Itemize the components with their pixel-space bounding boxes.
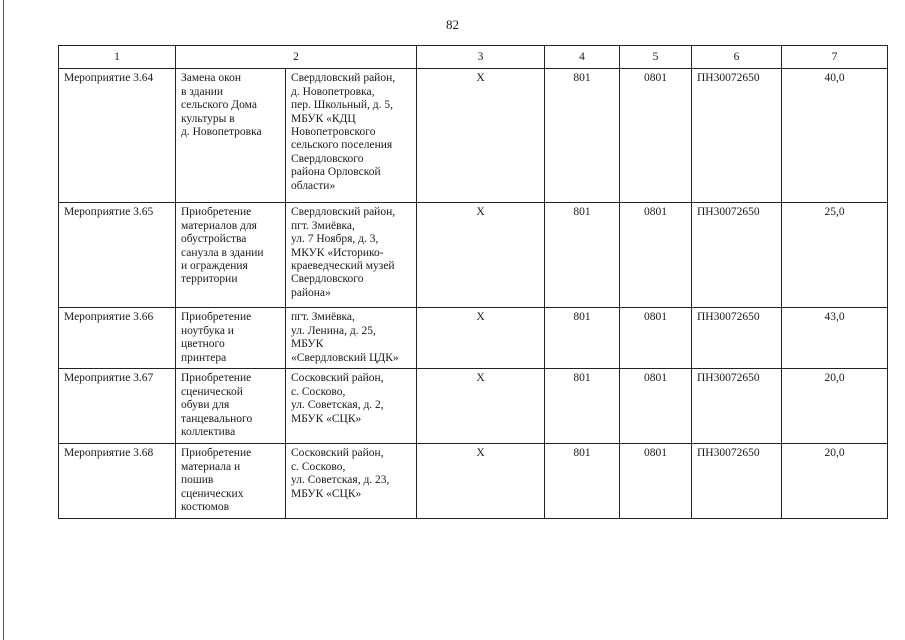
budget-table — [58, 45, 888, 519]
event-description: Приобретение ноутбука и цветного принтера — [176, 308, 286, 369]
cell-col-7: 20,0 — [782, 444, 888, 519]
header-col-6: 6 — [692, 46, 782, 69]
cell-col-4: 801 — [545, 69, 620, 203]
cell-col-7: 20,0 — [782, 369, 888, 444]
header-col-5: 5 — [620, 46, 692, 69]
cell-col-6: ПН30072650 — [692, 369, 782, 444]
cell-col-4: 801 — [545, 369, 620, 444]
event-description: Приобретение материала и пошив сценических костюмов — [176, 444, 286, 519]
header-col-4: 4 — [545, 46, 620, 69]
header-col-1: 1 — [59, 46, 176, 69]
event-name: Мероприятие 3.66 — [59, 308, 176, 369]
cell-col-5: 0801 — [620, 444, 692, 519]
table-row — [59, 308, 888, 369]
cell-col-4: 801 — [545, 203, 620, 308]
event-name: Мероприятие 3.65 — [59, 203, 176, 308]
header-col-7: 7 — [782, 46, 888, 69]
cell-col-3: Х — [417, 308, 545, 369]
cell-col-3: Х — [417, 444, 545, 519]
cell-col-7: 40,0 — [782, 69, 888, 203]
cell-col-6: ПН30072650 — [692, 203, 782, 308]
event-address: Свердловский район, д. Новопетровка, пер. Школьный, д. 5, МБУК «КДЦ Новопетровского сельского поселения Свердловского района Орловской области» — [286, 69, 417, 203]
cell-col-4: 801 — [545, 444, 620, 519]
event-description: Приобретение материалов для обустройства санузла в здании и ограждения территории — [176, 203, 286, 308]
table-row — [59, 444, 888, 519]
scan-edge-line — [3, 0, 4, 640]
table-row — [59, 369, 888, 444]
cell-col-6: ПН30072650 — [692, 444, 782, 519]
event-address: пгт. Змиёвка, ул. Ленина, д. 25, МБУК «Свердловский ЦДК» — [286, 308, 417, 369]
event-address: Сосковский район, с. Сосково, ул. Советская, д. 2, МБУК «СЦК» — [286, 369, 417, 444]
cell-col-6: ПН30072650 — [692, 308, 782, 369]
cell-col-6: ПН30072650 — [692, 69, 782, 203]
cell-col-3: Х — [417, 369, 545, 444]
cell-col-5: 0801 — [620, 369, 692, 444]
event-description: Приобретение сценической обуви для танцевального коллектива — [176, 369, 286, 444]
cell-col-7: 25,0 — [782, 203, 888, 308]
table-row — [59, 69, 888, 203]
event-name: Мероприятие 3.64 — [59, 69, 176, 203]
cell-col-7: 43,0 — [782, 308, 888, 369]
page-number: 82 — [446, 17, 459, 32]
event-name: Мероприятие 3.68 — [59, 444, 176, 519]
cell-col-4: 801 — [545, 308, 620, 369]
event-description: Замена окон в здании сельского Дома культуры в д. Новопетровка — [176, 69, 286, 203]
event-address: Свердловский район, пгт. Змиёвка, ул. 7 Ноября, д. 3, МКУК «Историко- краеведческий музей Свердловского района» — [286, 203, 417, 308]
event-name: Мероприятие 3.67 — [59, 369, 176, 444]
header-col-3: 3 — [417, 46, 545, 69]
table-header-row — [59, 46, 888, 69]
cell-col-5: 0801 — [620, 203, 692, 308]
cell-col-5: 0801 — [620, 308, 692, 369]
header-col-2: 2 — [176, 46, 417, 69]
cell-col-3: Х — [417, 203, 545, 308]
cell-col-3: Х — [417, 69, 545, 203]
table-row — [59, 203, 888, 308]
event-address: Сосковский район, с. Сосково, ул. Советская, д. 23, МБУК «СЦК» — [286, 444, 417, 519]
cell-col-5: 0801 — [620, 69, 692, 203]
